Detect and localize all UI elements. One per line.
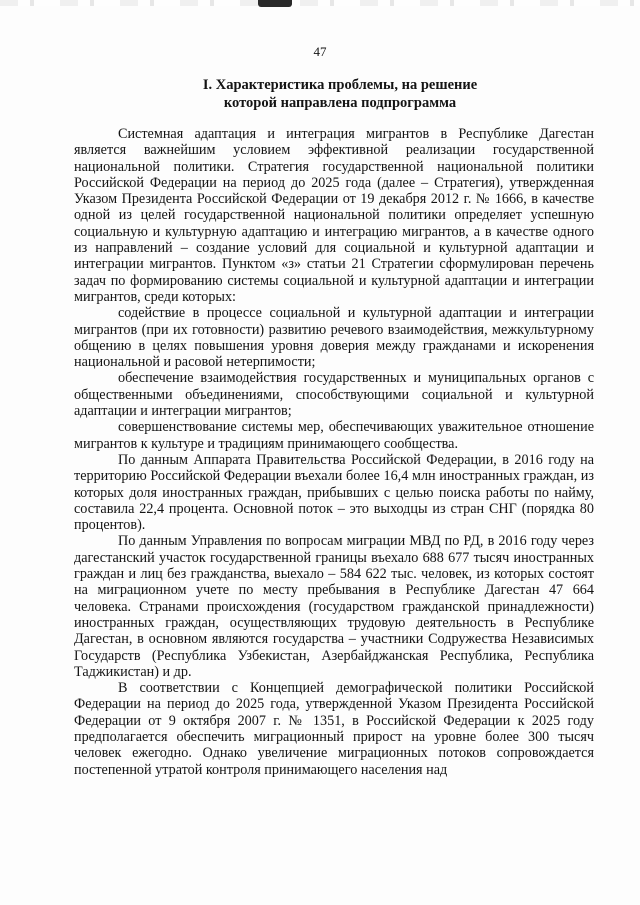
scan-top-edge [0,0,640,6]
paragraph-list-item-2: обеспечение взаимодействия государственных и муниципальных органов с общественными объединениями, способствующими социальной и культурной адаптации и интеграции мигрантов; [74,370,594,420]
section-heading-line-1: I. Характеристика проблемы, на решение [202,77,478,93]
section-heading-line-2: которой направлена подпрограмма [223,95,457,111]
paragraph-list-item-3: совершенствование системы мер, обеспечивающих уважительное отношение мигрантов к культуре и традициям принимающего сообщества. [74,419,594,452]
paragraph-migration-office-data: По данным Управления по вопросам миграции МВД по РД, в 2016 году через дагестанский участок государственной границы въехало 688 677 тысяч иностранных граждан и лиц без гражданства, выехало – 584 622 тыс. человек, из которых состоят на миграционном учете по месту пребывания в Республике Дагестан 47 664 человека. Странами происхождения (государством гражданской принадлежности) иностранных граждан, осуществляющих трудовую деятельность в Республике Дагестан, в основном являются государства – участники Содружества Независимых Государств (Республика Узбекистан, Азербайджанская Республика, Республика Таджикистан) и др. [74,533,594,680]
paragraph-demographic-concept: В соответствии с Концепцией демографической политики Российской Федерации на период до 2025 года, утвержденной Указом Президента Российской Федерации от 9 октября 2007 г. № 1351, в Российской Федерации к 2025 году предполагается обеспечить миграционный прирост на уровне более 300 тысяч человек ежегодно. Однако увеличение миграционных потоков сопровождается постепенной утратой контроля принимающего населения над [74,680,594,778]
page-number: 47 [313,44,327,59]
paragraph-government-data: По данным Аппарата Правительства Российской Федерации, в 2016 году на территорию Российской Федерации въехали более 16,4 млн иностранных граждан, из которых доля иностранных граждан, прибывших с целью поиска работы по найму, составила 22,4 процента. Основной поток – это выходцы из стран СНГ (порядка 80 процентов). [74,451,594,534]
paragraph-intro: Системная адаптация и интеграция мигрантов в Республике Дагестан является важнейшим условием эффективной реализации государственной национальной политики. Стратегия государственной национальной политики Российской Федерации на период до 2025 года (далее – Стратегия), утвержденная Указом Президента Российской Федерации от 19 декабря 2012 г. № 1666, в качестве одной из целей государственной национальной политики определяет успешную социальную и культурную адаптацию и интеграцию мигрантов, а в качестве одного из направлений – создание условий для социальной и культурной адаптации и интеграции мигрантов. Пунктом «з» статьи 21 Стратегии сформулирован перечень задач по формированию системы социальной и культурной адаптации и интеграции мигрантов, среди которых: [74,126,594,305]
section-heading [100,76,580,112]
paragraph-list-item-1: содействие в процессе социальной и культурной адаптации и интеграции мигрантов (при их готовности) развитию речевого взаимодействия, межкультурному общению в целях повышения уровня доверия между гражданами и искоренения национальной и расовой нетерпимости; [74,305,594,371]
scan-artifact-mark [258,0,292,7]
body-text [74,126,594,778]
